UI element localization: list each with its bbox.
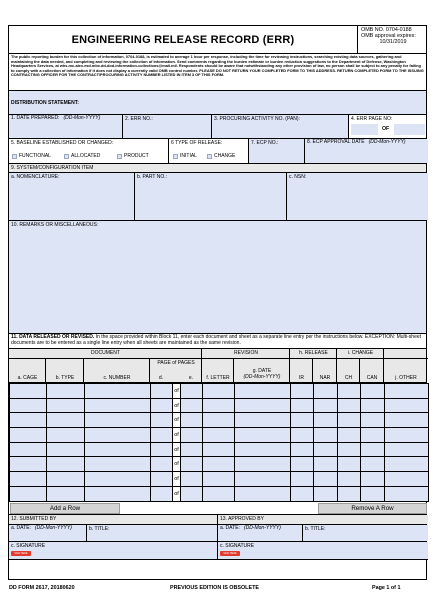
can-cell-input[interactable] (361, 398, 385, 413)
approved-by-heading: 13. APPROVED BY (220, 516, 264, 522)
table-row (10, 442, 429, 457)
ir-cell-input[interactable] (291, 486, 314, 501)
baseline-cell (9, 139, 169, 163)
document-group-label: DOCUMENT (91, 350, 120, 356)
section-11-title: 11. DATA RELEASED OR REVISED. (11, 334, 95, 340)
data-rows (10, 384, 429, 502)
procuring-activity-field[interactable] (212, 115, 349, 138)
col-other-label: j. OTHER (395, 375, 417, 381)
of-label: of (173, 486, 181, 501)
col-ch-label: CH (344, 375, 353, 381)
cage-cell-input[interactable] (10, 457, 47, 472)
initial-option[interactable] (173, 153, 197, 159)
submitted-by-heading-cell (9, 515, 218, 524)
allocated-label: ALLOCATED (71, 153, 101, 159)
ch-cell-input[interactable] (338, 486, 361, 501)
col-date (234, 359, 290, 383)
approved-date-label: a. DATE: (220, 525, 240, 531)
col-type-label: b. TYPE (55, 375, 75, 381)
change-group-label: i. CHANGE (347, 350, 374, 356)
nsn-label: c. NSN: (289, 174, 307, 180)
allocated-checkbox[interactable] (64, 154, 69, 159)
omb-number: OMB NO. 0704-0188 (361, 27, 412, 33)
table-row (10, 398, 429, 413)
ir-cell-input[interactable] (291, 384, 314, 399)
page-cell-input[interactable] (151, 457, 173, 472)
revision-group (202, 349, 290, 359)
distribution-statement-field[interactable] (9, 91, 426, 115)
baseline-label: 5. BASELINE ESTABLISHED OR CHANGED: (11, 140, 114, 146)
number-cell-input[interactable] (85, 413, 151, 428)
type-cell-input[interactable] (47, 428, 85, 443)
err-page-label: 4. ERR PAGE NO: (351, 116, 393, 122)
release-group-label: h. RELEASE (299, 350, 328, 356)
page-cell-input[interactable] (151, 384, 173, 399)
date-cell-input[interactable] (235, 398, 291, 413)
ecp-approval-label: 8. ECP APPROVAL DATE (307, 139, 365, 145)
can-cell-input[interactable] (361, 486, 385, 501)
submitted-by-heading: 12. SUBMITTED BY (11, 516, 57, 522)
change-checkbox[interactable] (207, 154, 212, 159)
can-cell-input[interactable] (361, 428, 385, 443)
pages-cell-input[interactable] (181, 413, 203, 428)
type-cell-input[interactable] (47, 457, 85, 472)
approved-signature-field[interactable] (218, 542, 428, 560)
add-row-button[interactable]: Add a Row (10, 503, 120, 514)
number-cell-input[interactable] (85, 472, 151, 487)
type-cell-input[interactable] (47, 442, 85, 457)
letter-cell-input[interactable] (203, 428, 235, 443)
product-option[interactable] (117, 153, 149, 159)
other-cell-input[interactable] (385, 457, 429, 472)
part-no-label: b. PART NO.: (137, 174, 168, 180)
ir-cell-input[interactable] (291, 398, 314, 413)
part-no-field[interactable] (135, 173, 287, 220)
date-cell-input[interactable] (235, 413, 291, 428)
err-page-total-field[interactable] (394, 124, 425, 135)
letter-cell-input[interactable] (203, 457, 235, 472)
date-prepared-format: (DD-Mon-YYYY) (63, 115, 101, 121)
nar-cell-input[interactable] (314, 413, 338, 428)
type-cell-input[interactable] (47, 472, 85, 487)
cage-cell-input[interactable] (10, 442, 47, 457)
nar-cell-input[interactable] (314, 398, 338, 413)
col-can-label: CAN (366, 375, 378, 381)
remove-row-button[interactable]: Remove A Row (318, 503, 427, 514)
pages-cell-input[interactable] (181, 384, 203, 399)
col-other (384, 359, 428, 383)
col-number-label: c. NUMBER (103, 375, 131, 381)
col-can (360, 359, 384, 383)
distribution-statement-label: DISTRIBUTION STATEMENT: (11, 100, 79, 106)
ch-cell-input[interactable] (338, 428, 361, 443)
pages-cell-input[interactable] (181, 486, 203, 501)
procuring-activity-label: 3. PROCURING ACTIVITY NO. (PAN): (214, 116, 300, 122)
other-cell-input[interactable] (385, 428, 429, 443)
functional-label: FUNCTIONAL (19, 153, 51, 159)
submitted-date-format: (DD-Mon-YYYY) (34, 525, 72, 531)
type-cell-input[interactable] (47, 398, 85, 413)
table-row (10, 413, 429, 428)
signature-row (9, 542, 426, 581)
other-cell-input[interactable] (385, 398, 429, 413)
of-label: of (173, 442, 181, 457)
omb-block (359, 26, 427, 53)
can-cell-input[interactable] (361, 472, 385, 487)
number-cell-input[interactable] (85, 486, 151, 501)
cage-cell-input[interactable] (10, 413, 47, 428)
table-row (10, 472, 429, 487)
col-d-label: d. (158, 375, 164, 381)
can-cell-input[interactable] (361, 457, 385, 472)
omb-expires-date: 10/31/2019 (379, 39, 407, 46)
document-group (9, 349, 202, 359)
functional-checkbox[interactable] (12, 154, 17, 159)
submitted-signature-field[interactable] (9, 542, 218, 560)
section-11-text: In the space provided within Block 11, enter each document and sheet as a separate line entry per the instructions below. EXCEPTION: Multi-sheet documents are to be entered as a single line entry when all sheets are maintained as the same revision. (11, 334, 422, 346)
release-group (290, 349, 337, 359)
ch-cell-input[interactable] (338, 413, 361, 428)
number-cell-input[interactable] (85, 398, 151, 413)
col-cage (9, 359, 46, 383)
col-date-label: g. DATE (252, 368, 272, 374)
section-9-heading-row (9, 164, 426, 173)
cage-cell-input[interactable] (10, 472, 47, 487)
submitted-title-field[interactable] (87, 525, 218, 541)
err-no-label: 2. ERR NO.: (125, 116, 153, 122)
ecp-no-label: 7. ECP NO.: (251, 140, 279, 146)
section-9-row (9, 173, 426, 221)
letter-cell-input[interactable] (203, 398, 235, 413)
other-cell-input[interactable] (385, 472, 429, 487)
burden-statement-row (9, 54, 426, 91)
col-nar (313, 359, 337, 383)
functional-option[interactable] (12, 153, 51, 159)
nsn-field[interactable] (287, 173, 428, 220)
col-letter (202, 359, 234, 383)
ch-cell-input[interactable] (338, 457, 361, 472)
remarks-field[interactable] (9, 221, 426, 334)
date-cell-input[interactable] (235, 428, 291, 443)
date-prepared-label: 1. DATE PREPARED: (11, 115, 60, 121)
submitted-signature-label: c. SIGNATURE (11, 543, 46, 549)
pages-cell-input[interactable] (181, 442, 203, 457)
can-cell-input[interactable] (361, 442, 385, 457)
section-9-heading: 9. SYSTEM/CONFIGURATION ITEM (11, 165, 94, 171)
type-release-cell (169, 139, 249, 163)
approved-title-field[interactable] (303, 525, 428, 541)
table-row (10, 428, 429, 443)
other-cell-input[interactable] (385, 442, 429, 457)
burden-statement: The public reporting burden for this collection of information, 0704-0188, is estimated to average 1 hour per response, including the time for reviewing instructions, searching existing data sources, gathering and maintaining the data needed, and completing and reviewing the collection of information. Send comments regarding the burden estimate or burden reduction suggestions to the Department of Defense, Washington Headquarters Services, at whs.mc-alex.esd.mbx.dd-dod-information-collections@mail.mil. Respondents should be aware that notwithstanding any other provision of law, no person shall be subject to any penalty for failing to comply with a collection of information if it does not display a currently valid OMB control number. PLEASE DO NOT RETURN YOUR COMPLETED FORM TO THIS ADDRESS. RETURN COMPLETED FORM TO THE ISSUING CONTRACTING OFFICER FOR THE CONTRACT/PROCURING ACTIVITY NUMBER LISTED IN ITEM 3 OF THIS FORM. (11, 54, 424, 78)
approved-date-format: (DD-Mon-YYYY) (243, 525, 281, 531)
pages-cell-input[interactable] (181, 472, 203, 487)
page-cell-input[interactable] (151, 442, 173, 457)
nomenclature-field[interactable] (9, 173, 135, 220)
number-cell-input[interactable] (85, 428, 151, 443)
form-title: ENGINEERING RELEASE RECORD (ERR) (9, 26, 358, 53)
section-11-header (9, 349, 426, 383)
col-ir-label: IR (299, 375, 304, 381)
page-of-pages-label: PAGE of PAGES (157, 360, 195, 366)
type-cell-input[interactable] (47, 413, 85, 428)
cage-cell-input[interactable] (10, 486, 47, 501)
date-cell-input[interactable] (235, 472, 291, 487)
ch-cell-input[interactable] (338, 384, 361, 399)
col-ch (337, 359, 360, 383)
ch-cell-input[interactable] (338, 398, 361, 413)
col-type (46, 359, 84, 383)
footer-page: Page 1 of 1 (372, 585, 401, 591)
change-label: CHANGE (214, 153, 236, 159)
initial-label: INITIAL (180, 153, 197, 159)
col-e-label: e. (188, 375, 194, 381)
ir-cell-input[interactable] (291, 428, 314, 443)
ir-cell-input[interactable] (291, 472, 314, 487)
col-cage-label: a. CAGE (17, 375, 38, 381)
date-cell-input[interactable] (235, 442, 291, 457)
approved-sign-here-tag[interactable]: SIGN HERE (220, 551, 240, 556)
ch-cell-input[interactable] (338, 442, 361, 457)
footer-edition: PREVIOUS EDITION IS OBSOLETE (170, 585, 259, 591)
col-nar-label: NAR (319, 375, 331, 381)
date-cell-input[interactable] (235, 457, 291, 472)
type-cell-input[interactable] (47, 486, 85, 501)
approved-title-label: b. TITLE: (305, 526, 326, 532)
change-group (337, 349, 384, 359)
of-label: of (173, 384, 181, 399)
table-row (10, 384, 429, 399)
signoff-date-title-row (9, 525, 426, 542)
row-items-5-8 (9, 139, 426, 164)
err-no-field[interactable] (123, 115, 212, 138)
section-11-instructions-row (9, 334, 426, 349)
nar-cell-input[interactable] (314, 486, 338, 501)
submitted-title-label: b. TITLE: (89, 526, 110, 532)
ir-cell-input[interactable] (291, 457, 314, 472)
product-label: PRODUCT (124, 153, 149, 159)
nomenclature-label: a. NOMENCLATURE: (11, 174, 60, 180)
of-label: of (173, 413, 181, 428)
row-buttons (9, 501, 426, 515)
err-page-cell (349, 115, 428, 138)
letter-cell-input[interactable] (203, 413, 235, 428)
revision-group-label: REVISION (234, 350, 258, 356)
section-11-instructions (9, 334, 426, 347)
col-date-format: (DD-Mon-YYYY) (243, 374, 281, 380)
ecp-approval-field[interactable] (305, 139, 428, 163)
page-cell-input[interactable] (151, 413, 173, 428)
approved-date-field[interactable] (218, 525, 303, 541)
approved-by-heading-cell (218, 515, 428, 524)
nar-cell-input[interactable] (314, 457, 338, 472)
submitted-date-label: a. DATE: (11, 525, 31, 531)
nar-cell-input[interactable] (314, 384, 338, 399)
submitted-date-field[interactable] (9, 525, 87, 541)
letter-cell-input[interactable] (203, 384, 235, 399)
cage-cell-input[interactable] (10, 398, 47, 413)
ir-cell-input[interactable] (291, 442, 314, 457)
product-checkbox[interactable] (117, 154, 122, 159)
type-cell-input[interactable] (47, 384, 85, 399)
can-cell-input[interactable] (361, 384, 385, 399)
type-release-label: 6 TYPE OF RELEASE: (171, 140, 223, 146)
footer-form-id: DD FORM 2617, 20180620 (9, 585, 75, 591)
ch-cell-input[interactable] (338, 472, 361, 487)
initial-checkbox[interactable] (173, 154, 178, 159)
other-cell-input[interactable] (385, 384, 429, 399)
page-cell-input[interactable] (151, 428, 173, 443)
table-row (10, 486, 429, 501)
other-cell-input[interactable] (385, 413, 429, 428)
number-cell-input[interactable] (85, 457, 151, 472)
submitted-sign-here-tag[interactable]: SIGN HERE (11, 551, 31, 556)
ecp-no-field[interactable] (249, 139, 305, 163)
letter-cell-input[interactable] (203, 442, 235, 457)
row-items-1-4 (9, 115, 426, 139)
date-cell-input[interactable] (235, 384, 291, 399)
data-released-table (9, 383, 429, 502)
change-option[interactable] (207, 153, 235, 159)
remarks-label: 10. REMARKS OR MISCELLANEOUS: (11, 222, 99, 228)
of-label: of (173, 398, 181, 413)
err-page-of-label: OF (382, 126, 390, 132)
letter-cell-input[interactable] (203, 472, 235, 487)
nar-cell-input[interactable] (314, 472, 338, 487)
err-page-number-field[interactable] (351, 124, 378, 135)
table-row (10, 457, 429, 472)
can-cell-input[interactable] (361, 413, 385, 428)
page-cell-input[interactable] (151, 398, 173, 413)
omb-expires-label: OMB approval expires: (361, 33, 416, 40)
letter-cell-input[interactable] (203, 486, 235, 501)
form-header (9, 26, 426, 54)
nar-cell-input[interactable] (314, 442, 338, 457)
col-page-of-pages (150, 359, 202, 383)
pages-cell-input[interactable] (181, 457, 203, 472)
approved-signature-label: c. SIGNATURE (220, 543, 255, 549)
other-cell-input[interactable] (385, 486, 429, 501)
col-number (84, 359, 150, 383)
nar-cell-input[interactable] (314, 428, 338, 443)
cage-cell-input[interactable] (10, 428, 47, 443)
of-label: of (173, 472, 181, 487)
pages-cell-input[interactable] (181, 398, 203, 413)
signoff-heading-row (9, 515, 426, 525)
of-label: of (173, 428, 181, 443)
allocated-option[interactable] (64, 153, 100, 159)
other-group (384, 349, 428, 359)
number-cell-input[interactable] (85, 442, 151, 457)
page-cell-input[interactable] (151, 472, 173, 487)
ecp-approval-format: (DD-Mon-YYYY) (368, 139, 406, 145)
col-letter-label: f. LETTER (206, 375, 230, 381)
page-cell-input[interactable] (151, 486, 173, 501)
number-cell-input[interactable] (85, 384, 151, 399)
col-ir (290, 359, 313, 383)
ir-cell-input[interactable] (291, 413, 314, 428)
date-cell-input[interactable] (235, 486, 291, 501)
of-label: of (173, 457, 181, 472)
cage-cell-input[interactable] (10, 384, 47, 399)
date-prepared-field[interactable] (9, 115, 123, 138)
err-form (8, 25, 427, 580)
pages-cell-input[interactable] (181, 428, 203, 443)
